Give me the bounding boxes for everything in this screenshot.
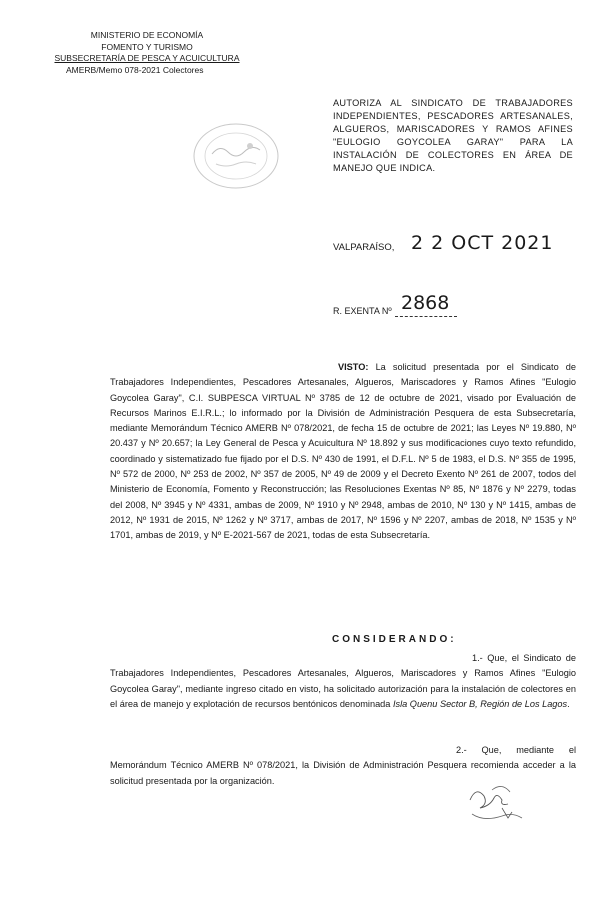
resolution-number: 2868 bbox=[401, 292, 450, 314]
resolution-blank-line bbox=[395, 316, 457, 317]
resolution-subject: AUTORIZA AL SINDICATO DE TRABAJADORES INDEPENDIENTES, PESCADORES ARTESANALES, ALGUEROS, MARISCADORES Y RAMOS AFINES "EULOGIO GOYCOLEA GARAY" PARA LA INSTALACIÓN DE COLECTORES EN ÁREA DE MANEJO QUE INDICA. bbox=[333, 98, 573, 173]
issuer-header bbox=[52, 30, 242, 76]
considerando-paragraph-2: 2.- Que, mediante el Memorándum Técnico AMERB Nº 078/2021, la División de Administración Pesquera recomienda acceder a la solicitud presentada por la organización. bbox=[110, 745, 576, 786]
resolution-label: R. EXENTA Nº bbox=[333, 306, 392, 316]
paragraph-1-end: . bbox=[567, 698, 570, 709]
visto-text: La solicitud presentada por el Sindicato de Trabajadores Independientes, Pescadores Artesanales, Algueros, Mariscadores y Ramos Afines "Eulogio Goycolea Garay", C.I. SUBPESCA VIRTUAL Nº 3785 de 12 de octubre de 2021, visado por Evaluación de Recursos Marinos E.I.R.L.; lo informado por la División de Administración Pesquera de esta Subsecretaría, mediante Memorándum Técnico AMERB Nº 078/2021, de fecha 15 de octubre de 2021; las Leyes Nº 19.880, Nº 20.437 y Nº 20.657; la Ley General de Pesca y Acuicultura Nº 18.892 y sus modificaciones cuyo texto refundido, coordinado y sistematizado fue fijado por el D.S. Nº 430 de 1991, el D.F.L. Nº 5 de 1983, el D.S. Nº 355 de 1995, Nº 572 de 2000, Nº 253 de 2002, Nº 357 de 2005, Nº 49 de 2009 y el Decreto Exento Nº 261 de 2007, todos del Ministerio de Economía, Fomento y Reconstrucción; las Resoluciones Exentas Nº 85, Nº 1876 y Nº 2279, todas del 2008, Nº 3945 y Nº 4331, ambas de 2009, Nº 1910 y Nº 2948, ambas de 2010, Nº 130 y Nº 1415, ambas de 2012, Nº 1931 de 2015, Nº 1262 y Nº 3717, ambas de 2017, Nº 1596 y Nº 2207, ambas de 2018, Nº 1535 y Nº 1701, ambas de 2019, y Nº E-2021-567 de 2021, todas de esta Subsecretaría. bbox=[110, 362, 576, 541]
visto-lead: VISTO: bbox=[338, 362, 369, 372]
resolution-number-block bbox=[333, 292, 593, 322]
subsecretaria-name: SUBSECRETARÍA DE PESCA Y ACUICULTURA bbox=[54, 53, 240, 63]
handwritten-initials bbox=[462, 780, 532, 828]
ministry-name: MINISTERIO DE ECONOMÍA bbox=[90, 30, 204, 40]
date-stamp: 2 2 OCT 2021 bbox=[411, 232, 554, 254]
visto-paragraph bbox=[110, 360, 576, 544]
considerando-paragraph-1 bbox=[110, 651, 576, 712]
considerando-heading: CONSIDERANDO: bbox=[332, 634, 457, 645]
paragraph-1-text: 1.- Que, el Sindicato de Trabajadores Independientes, Pescadores Artesanales, Algueros, Mariscadores y Ramos Afines "Eulogio Goycolea Garay", mediante ingreso citado en visto, ha solicitado autorización para la instalación de colectores en el área de manejo y explotación de recursos bentónicos denominada bbox=[110, 653, 576, 709]
area-name: Isla Quenu Sector B, Región de Los Lagos bbox=[392, 698, 568, 709]
place-name: VALPARAÍSO, bbox=[333, 242, 395, 253]
official-seal-stamp bbox=[190, 120, 282, 192]
memo-reference: AMERB/Memo 078-2021 Colectores bbox=[66, 64, 204, 75]
place-and-date bbox=[333, 232, 583, 264]
ministry-name-line2: FOMENTO Y TURISMO bbox=[101, 41, 193, 52]
